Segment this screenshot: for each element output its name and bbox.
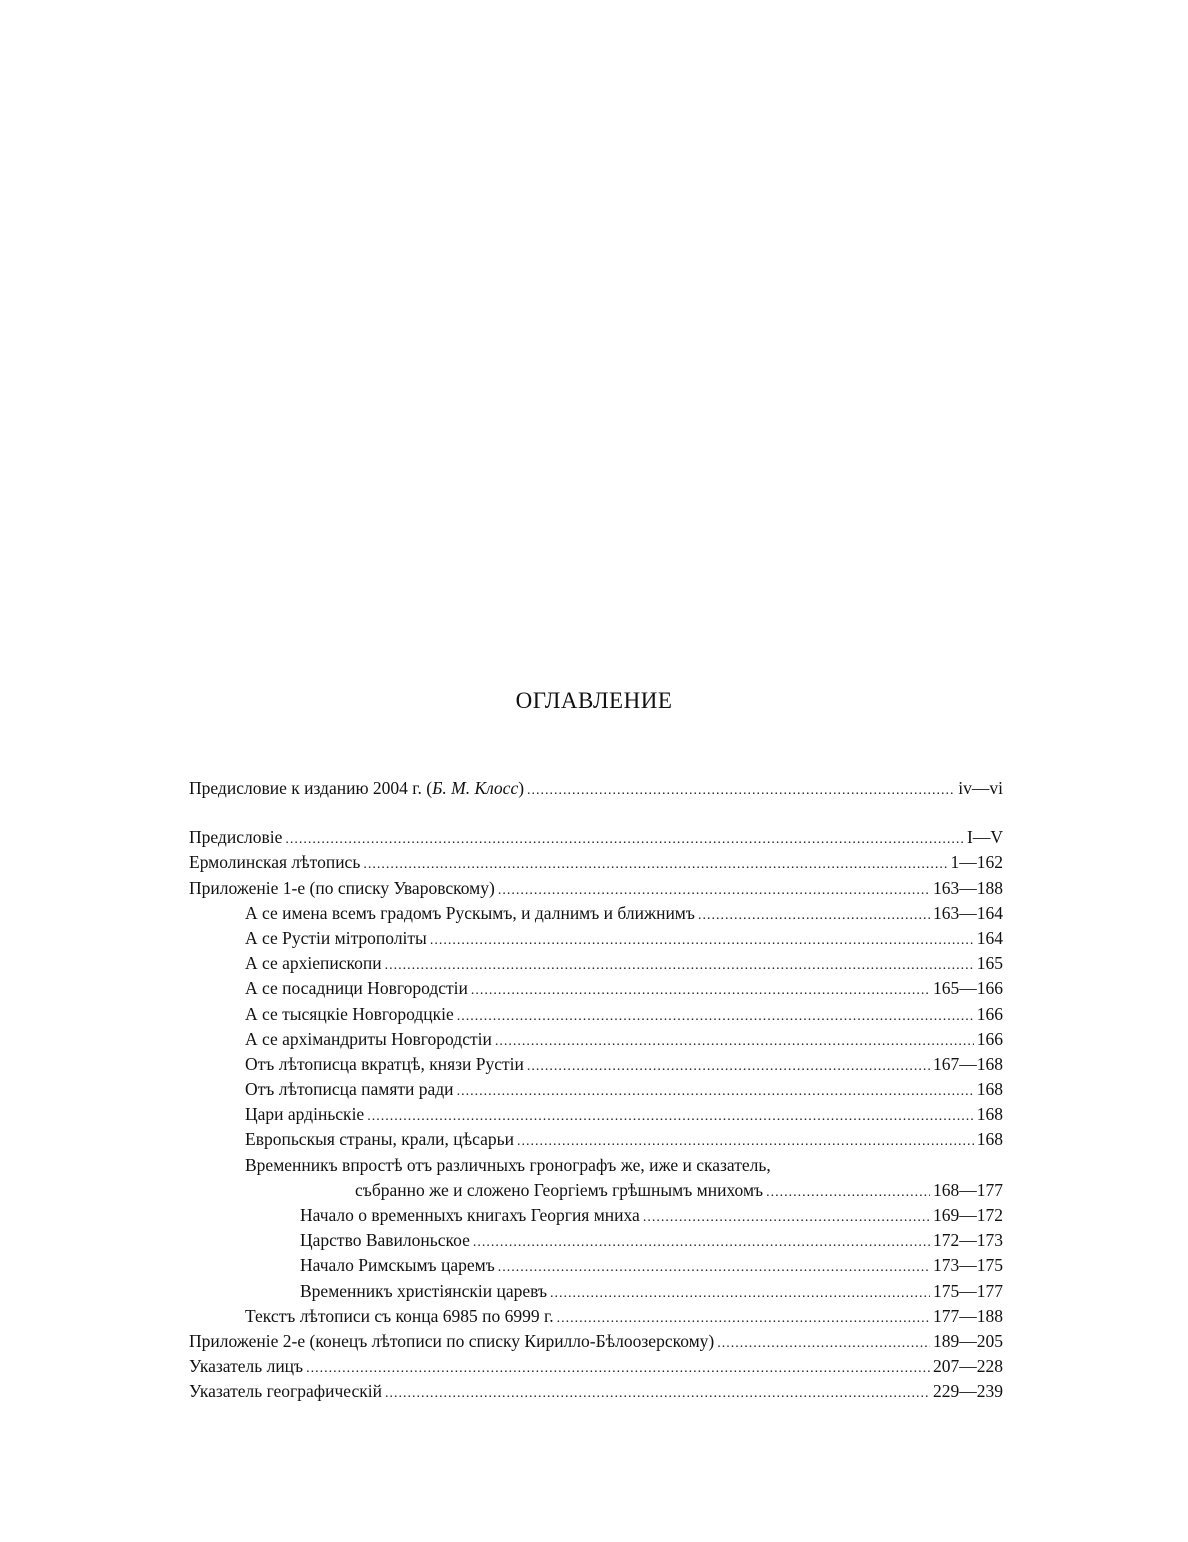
- toc-entry-archbishops[interactable]: [189, 951, 1003, 976]
- dot-leader: [430, 928, 974, 953]
- toc-entry-title-line2-row: [189, 1178, 1003, 1203]
- toc-entry-pages: 173—175: [933, 1255, 1003, 1276]
- toc-entry-chronicle-text[interactable]: [189, 1304, 1003, 1329]
- toc-entry-pages: 169—172: [933, 1205, 1003, 1225]
- toc-entry-title: Приложеніе 2-е (конецъ лѣтописи по списку Кирилло-Бѣлоозерскому): [189, 1330, 715, 1351]
- dot-leader: [527, 778, 955, 803]
- toc-entry-title: Начало Римскымъ царемъ: [300, 1255, 495, 1276]
- toc-entry-appendix-2[interactable]: [189, 1329, 1003, 1354]
- toc-entry-title: Ермолинская лѣтопись: [189, 852, 361, 873]
- toc-entry-title: А се архімандриты Новгородстіи: [245, 1028, 492, 1049]
- toc-entry-pages: 167—168: [933, 1053, 1003, 1074]
- toc-entry-georgios-books[interactable]: [189, 1203, 1003, 1228]
- toc-entry-roman-tsars[interactable]: [189, 1253, 1003, 1278]
- toc-entry-european-countries[interactable]: [189, 1127, 1003, 1152]
- table-of-contents: [189, 776, 1003, 1405]
- toc-entry-author: Б. М. Клосс: [432, 778, 519, 798]
- dot-leader: [367, 1104, 974, 1129]
- toc-entry-title: Цари ардіньскіе: [245, 1104, 365, 1125]
- toc-entry-horde-tsars[interactable]: [189, 1102, 1003, 1127]
- dot-leader: [517, 1129, 974, 1154]
- toc-entry-babylon[interactable]: [189, 1228, 1003, 1253]
- toc-entry-vremennik[interactable]: [189, 1153, 1003, 1203]
- toc-entry-title: Предисловіе: [189, 827, 283, 848]
- toc-entry-pages: 164: [976, 927, 1003, 948]
- toc-entry-title: Царство Вавилоньское: [300, 1230, 470, 1251]
- page-title: ОГЛАВЛЕНИЕ: [515, 688, 673, 713]
- dot-leader: [498, 878, 930, 903]
- toc-entry-pages: 166: [976, 1028, 1003, 1049]
- dot-leader: [385, 1381, 930, 1406]
- toc-entry-title: А се посадници Новгородстіи: [245, 978, 468, 999]
- dot-leader: [643, 1205, 930, 1230]
- dot-leader: [457, 1079, 974, 1104]
- toc-entry-title: Указатель географическій: [189, 1381, 382, 1402]
- toc-entry-title: Отъ лѣтописца памяти ради: [245, 1079, 454, 1100]
- toc-entry-pages: 177—188: [933, 1305, 1003, 1326]
- toc-entry-pages: I—V: [967, 827, 1003, 848]
- toc-entry-archimandrites[interactable]: [189, 1027, 1003, 1052]
- toc-entry-title: Временникъ христіянскіи царевъ: [300, 1280, 548, 1301]
- toc-entry-city-names[interactable]: [189, 901, 1003, 926]
- toc-entry-princes[interactable]: [189, 1052, 1003, 1077]
- dot-leader: [527, 1054, 930, 1079]
- toc-entry-pages: 168: [976, 1129, 1003, 1150]
- toc-entry-appendix-1[interactable]: [189, 876, 1003, 901]
- dot-leader: [557, 1306, 930, 1331]
- toc-entry-pages: 175—177: [933, 1280, 1003, 1301]
- toc-entry-pages: 163—164: [933, 902, 1003, 923]
- toc-entry-title: Начало о временныхъ книгахъ Георгия мниха: [300, 1205, 640, 1225]
- toc-entry-pages: 163—188: [933, 877, 1003, 898]
- toc-entry-title: Отъ лѣтописца вкратцѣ, князи Рустіи: [245, 1053, 524, 1074]
- toc-entry-christian-tsars[interactable]: [189, 1279, 1003, 1304]
- toc-entry-tysyatskie[interactable]: [189, 1002, 1003, 1027]
- toc-entry-metropolitans[interactable]: [189, 926, 1003, 951]
- toc-entry-preface-2004[interactable]: [189, 776, 1003, 801]
- toc-entry-pages: 168: [976, 1079, 1003, 1100]
- toc-entry-title-line2: събранно же и сложено Георгіемъ грѣшнымъ мнихомъ: [355, 1179, 764, 1200]
- dot-leader: [473, 1230, 930, 1255]
- dot-leader: [363, 852, 947, 877]
- toc-entry-title: Европьскыя страны, крали, цѣсарьи: [245, 1129, 515, 1150]
- toc-entry-pages: 166: [976, 1003, 1003, 1024]
- toc-entry-pages: 168: [976, 1104, 1003, 1125]
- dot-leader: [471, 978, 930, 1003]
- toc-entry-pages: 165: [976, 953, 1003, 974]
- toc-entry-title: А се Рустіи мітрополіты: [245, 927, 427, 948]
- toc-entry-posadniks[interactable]: [189, 976, 1003, 1001]
- toc-entry-title: Предисловие к изданию 2004 г. (Б. М. Клосс): [189, 778, 525, 798]
- dot-leader: [385, 953, 974, 978]
- toc-entry-pages: 168—177: [933, 1179, 1003, 1200]
- dot-leader: [457, 1004, 974, 1029]
- dot-leader: [698, 903, 930, 928]
- toc-entry-pages: 207—228: [933, 1356, 1003, 1377]
- toc-entry-index-geographic[interactable]: [189, 1379, 1003, 1404]
- toc-entry-title: А се имена всемъ градомъ Рускымъ, и далнимъ и ближнимъ: [245, 902, 695, 923]
- toc-entry-pages: 172—173: [933, 1230, 1003, 1251]
- dot-leader: [306, 1356, 930, 1381]
- toc-entry-title: Указатель лицъ: [189, 1356, 304, 1377]
- dot-leader: [285, 827, 964, 852]
- toc-entry-title: Текстъ лѣтописи съ конца 6985 по 6999 г.: [245, 1305, 554, 1326]
- dot-leader: [550, 1281, 930, 1306]
- toc-entry-title: А се архіепископи: [245, 953, 382, 974]
- dot-leader: [495, 1029, 974, 1054]
- dot-leader: [717, 1331, 930, 1356]
- toc-entry-title: А се тысяцкіе Новгородцкіе: [245, 1003, 454, 1024]
- toc-entry-memory[interactable]: [189, 1077, 1003, 1102]
- dot-leader: [766, 1180, 930, 1205]
- toc-entry-pages: 229—239: [933, 1381, 1003, 1402]
- toc-entry-index-persons[interactable]: [189, 1354, 1003, 1379]
- toc-entry-title: Приложеніе 1-е (по списку Уваровскому): [189, 877, 495, 898]
- toc-entry-pages: 1—162: [950, 852, 1003, 873]
- toc-entry-pages: 189—205: [933, 1330, 1003, 1351]
- toc-entry-pages: 165—166: [933, 978, 1003, 999]
- toc-entry-chronicle[interactable]: [189, 850, 1003, 875]
- toc-entry-title-line1: Временникъ впростѣ отъ различныхъ гронографъ же, иже и сказатель,: [245, 1154, 771, 1175]
- toc-entry-pages: iv—vi: [958, 778, 1003, 798]
- toc-entry-preface[interactable]: [189, 825, 1003, 850]
- dot-leader: [498, 1255, 930, 1280]
